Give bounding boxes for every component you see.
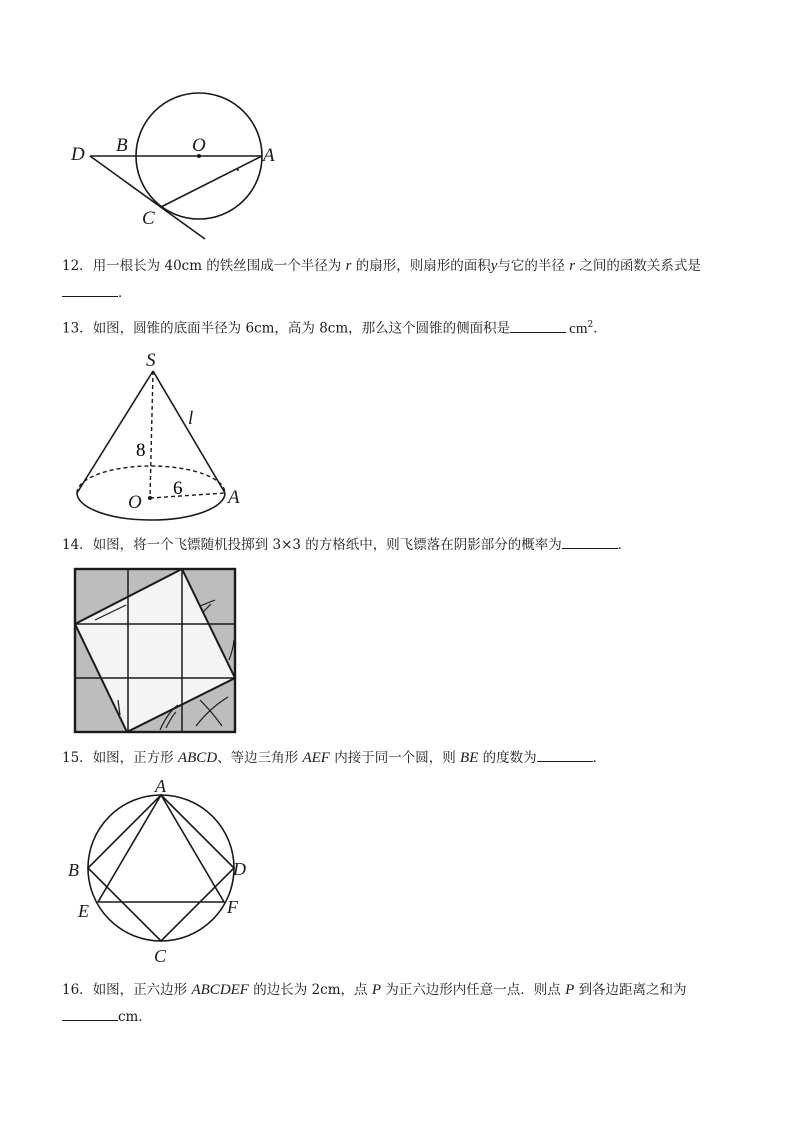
cone-center-o xyxy=(148,496,152,500)
q14-text: 如图，将一个飞镖随机投掷到 3×3 的方格纸中，则飞镖落在阴影部分的概率为 xyxy=(92,537,562,553)
q15-answer-blank[interactable] xyxy=(537,747,593,762)
inscribed-figure xyxy=(0,775,794,965)
cone-left-edge xyxy=(77,371,153,493)
q16-text-d: 到各边距离之和为 xyxy=(578,982,687,998)
q13-unit-sup: 2 xyxy=(587,320,594,330)
q14-answer-blank[interactable] xyxy=(562,534,618,549)
q14-end: ． xyxy=(617,537,632,553)
q15-var-aef: AEF xyxy=(302,750,330,766)
q15-var-be: BE xyxy=(460,750,479,766)
q15-text-c: 内接于同一个圆，则 xyxy=(334,750,456,766)
cone-radius xyxy=(150,493,225,498)
q12-text-c: 与它的半径 xyxy=(497,258,565,274)
scan-dot xyxy=(237,169,239,171)
q15-var-abcd: ABCD xyxy=(177,750,218,766)
q15-text-a: 如图，正方形 xyxy=(92,750,174,766)
circumscribed-circle xyxy=(88,795,234,941)
q12-number: 12． xyxy=(62,258,93,274)
label-c: C xyxy=(142,208,155,229)
cone-figure xyxy=(0,340,794,530)
q14-number: 14． xyxy=(62,537,93,553)
question-14 xyxy=(62,532,742,559)
question-12 xyxy=(62,253,742,307)
question-15 xyxy=(62,745,742,772)
q15-end: ． xyxy=(592,750,607,766)
q16-number: 16． xyxy=(62,982,93,998)
q13-answer-blank[interactable] xyxy=(510,318,566,333)
label-c-inscribed: C xyxy=(154,946,167,966)
q15-text-b: 、等边三角形 xyxy=(217,750,299,766)
q16-text-c: 为正六边形内任意一点．则点 xyxy=(385,982,561,998)
q12-var-y: y xyxy=(490,258,498,274)
label-o: O xyxy=(192,135,206,156)
circle-tangent-figure xyxy=(0,0,794,245)
label-d: D xyxy=(71,144,85,165)
label-a: A xyxy=(263,145,275,166)
question-16 xyxy=(62,977,742,1031)
label-d-inscribed: D xyxy=(233,859,246,879)
q12-var-r2: r xyxy=(569,258,576,274)
q13-end: ． xyxy=(593,320,607,337)
q15-number: 15． xyxy=(62,750,93,766)
cone-slant-height-l xyxy=(153,371,225,493)
q12-answer-blank[interactable] xyxy=(62,282,118,297)
label-height-8: 8 xyxy=(136,440,146,461)
q12-var-r: r xyxy=(345,258,352,274)
q16-var-p2: P xyxy=(565,982,575,998)
q12-text-d: 之间的函数关系式是 xyxy=(579,258,701,274)
grid-figure xyxy=(0,565,794,737)
triangle-aef xyxy=(98,795,224,902)
q16-var-hexagon: ABCDEF xyxy=(191,982,249,998)
label-a-inscribed: A xyxy=(155,776,166,796)
line-ca xyxy=(161,156,262,207)
q13-unit: cm xyxy=(569,320,588,337)
q12-text-a: 用一根长为 40cm 的铁丝围成一个半径为 xyxy=(92,258,342,274)
label-b: B xyxy=(116,135,128,156)
label-l: l xyxy=(188,408,194,429)
label-e-inscribed: E xyxy=(78,901,89,921)
q16-answer-blank[interactable] xyxy=(62,1006,118,1021)
question-13 xyxy=(62,312,742,343)
q13-number: 13． xyxy=(62,320,93,337)
q16-text-a: 如图，正六边形 xyxy=(92,982,188,998)
q13-text: 如图，圆锥的底面半径为 6cm，高为 8cm，那么这个圆锥的侧面积是 xyxy=(92,320,511,337)
label-o-cone: O xyxy=(128,492,142,513)
q16-unit: cm． xyxy=(118,1009,152,1025)
label-b-inscribed: B xyxy=(68,860,79,880)
cone-height xyxy=(150,371,153,498)
q15-text-d: 的度数为 xyxy=(482,750,537,766)
q16-text-b: 的边长为 2cm，点 xyxy=(253,982,368,998)
label-f-inscribed: F xyxy=(227,897,238,917)
label-a-cone: A xyxy=(228,487,240,508)
label-radius-6: 6 xyxy=(173,478,183,499)
q12-end: ． xyxy=(118,285,132,301)
q12-text-b: 的扇形，则扇形的面积 xyxy=(355,258,491,274)
label-s: S xyxy=(146,350,156,371)
q16-var-p: P xyxy=(371,982,381,998)
